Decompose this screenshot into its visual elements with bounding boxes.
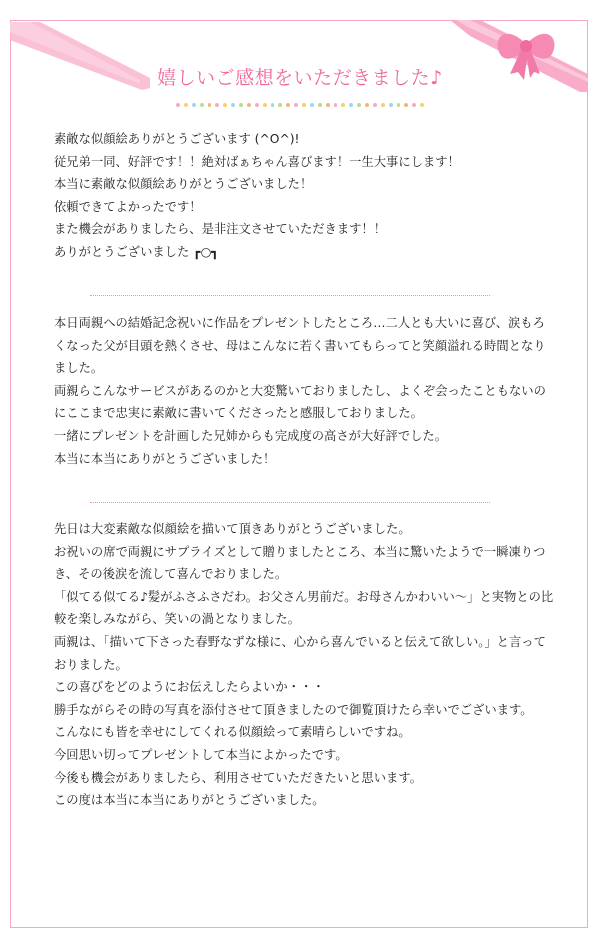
testimonial-line: この度は本当に本当にありがとうございました。	[54, 793, 325, 808]
testimonial-2	[54, 312, 554, 470]
testimonial-line: 両親らこんなサービスがあるのかと大変驚いておりましたし、よくぞ会ったこともないのにここまで忠実に素敵に書いてくださったと感服しておりました。	[54, 383, 546, 421]
testimonial-line: 本日両親への結婚記念祝いに作品をプレゼントしたところ…二人とも大いに喜び、涙もろくなった父が目頭を熱くさせ、母はこんなに若く書いてもらってと笑顔溢れる時間となりました。	[54, 316, 546, 376]
divider-dot	[334, 103, 338, 107]
testimonial-line: 従兄弟一同、好評です！！絶対ばぁちゃん喜びます！一生大事にします！	[54, 154, 460, 169]
divider-dot	[326, 103, 330, 107]
testimonial-line: 本当に本当にありがとうございました！	[54, 451, 276, 466]
divider-dot	[239, 103, 243, 107]
testimonial-line: 「似てる似てる♪髪がふさふさだわ。お父さん男前だ。お母さんかわいい～」と実物との比較を楽しみながら、笑いの渦となりました。	[54, 589, 554, 627]
divider-dot	[192, 103, 196, 107]
divider-dot	[381, 103, 385, 107]
testimonial-line: 今回思い切ってプレゼントして本当によかったです。	[54, 747, 348, 762]
testimonial-1	[54, 128, 554, 264]
divider-dot	[318, 103, 322, 107]
testimonial-line: また機会がありましたら、是非注文させていただきます！！	[54, 222, 387, 237]
testimonial-line: 本当に素敵な似顔絵ありがとうございました！	[54, 177, 313, 192]
divider-dot	[231, 103, 235, 107]
divider-dot	[302, 103, 306, 107]
testimonial-line: 先日は大変素敵な似顔絵を描いて頂きありがとうございました。	[54, 522, 411, 536]
divider-dot	[208, 103, 212, 107]
divider-dot	[357, 103, 361, 107]
testimonial-line: 依頼できてよかったです！	[54, 199, 202, 214]
divider-dot	[420, 103, 424, 107]
divider-dot	[271, 103, 275, 107]
section-divider	[90, 295, 490, 296]
divider-dot	[200, 103, 204, 107]
divider-dot	[349, 103, 353, 107]
divider-dot	[365, 103, 369, 107]
divider-dot	[389, 103, 393, 107]
divider-dot	[412, 103, 416, 107]
testimonial-line: 一緒にプレゼントを計画した兄姉からも完成度の高さが大好評でした。	[54, 428, 448, 443]
testimonial-line: お祝いの席で両親にサプライズとして贈りましたところ、本当に驚いたようで一瞬凍りつき、その後涙を流して喜んでおりました。	[54, 544, 546, 582]
divider-dot	[341, 103, 345, 107]
divider-dot	[184, 103, 188, 107]
divider-dot	[286, 103, 290, 107]
divider-dot	[215, 103, 219, 107]
divider-dot	[263, 103, 267, 107]
testimonial-line: ありがとうございました ┏○┓	[54, 244, 219, 259]
page-title: 嬉しいご感想をいただきました♪	[157, 67, 443, 89]
testimonial-line: 勝手ながらその時の写真を添付させて頂きましたので御覧頂けたら幸いでございます。	[54, 702, 533, 717]
testimonial-line: こんなにも皆を幸せにしてくれる似顔絵って素晴らしいですね。	[54, 725, 411, 740]
testimonial-line: この喜びをどのようにお伝えしたらよいか・・・	[54, 680, 325, 695]
testimonial-line: 素敵な似顔絵ありがとうございます (^O^)!	[54, 132, 300, 146]
section-divider	[90, 502, 490, 503]
divider-dot	[278, 103, 282, 107]
testimonial-3	[54, 518, 554, 812]
divider-dot	[294, 103, 298, 107]
divider-dot	[247, 103, 251, 107]
testimonial-line: 両親は、「描いて下さった春野なずな様に、心から喜んでいると伝えて欲しい。」と言っておりました。	[54, 634, 546, 672]
divider-dot	[255, 103, 259, 107]
divider-dot	[176, 103, 180, 107]
divider-dot	[373, 103, 377, 107]
divider-dot	[223, 103, 227, 107]
dotted-divider	[176, 101, 428, 109]
testimonial-line: 今後も機会がありましたら、利用させていただきたいと思います。	[54, 770, 422, 785]
divider-dot	[397, 103, 401, 107]
divider-dot	[310, 103, 314, 107]
divider-dot	[404, 103, 408, 107]
